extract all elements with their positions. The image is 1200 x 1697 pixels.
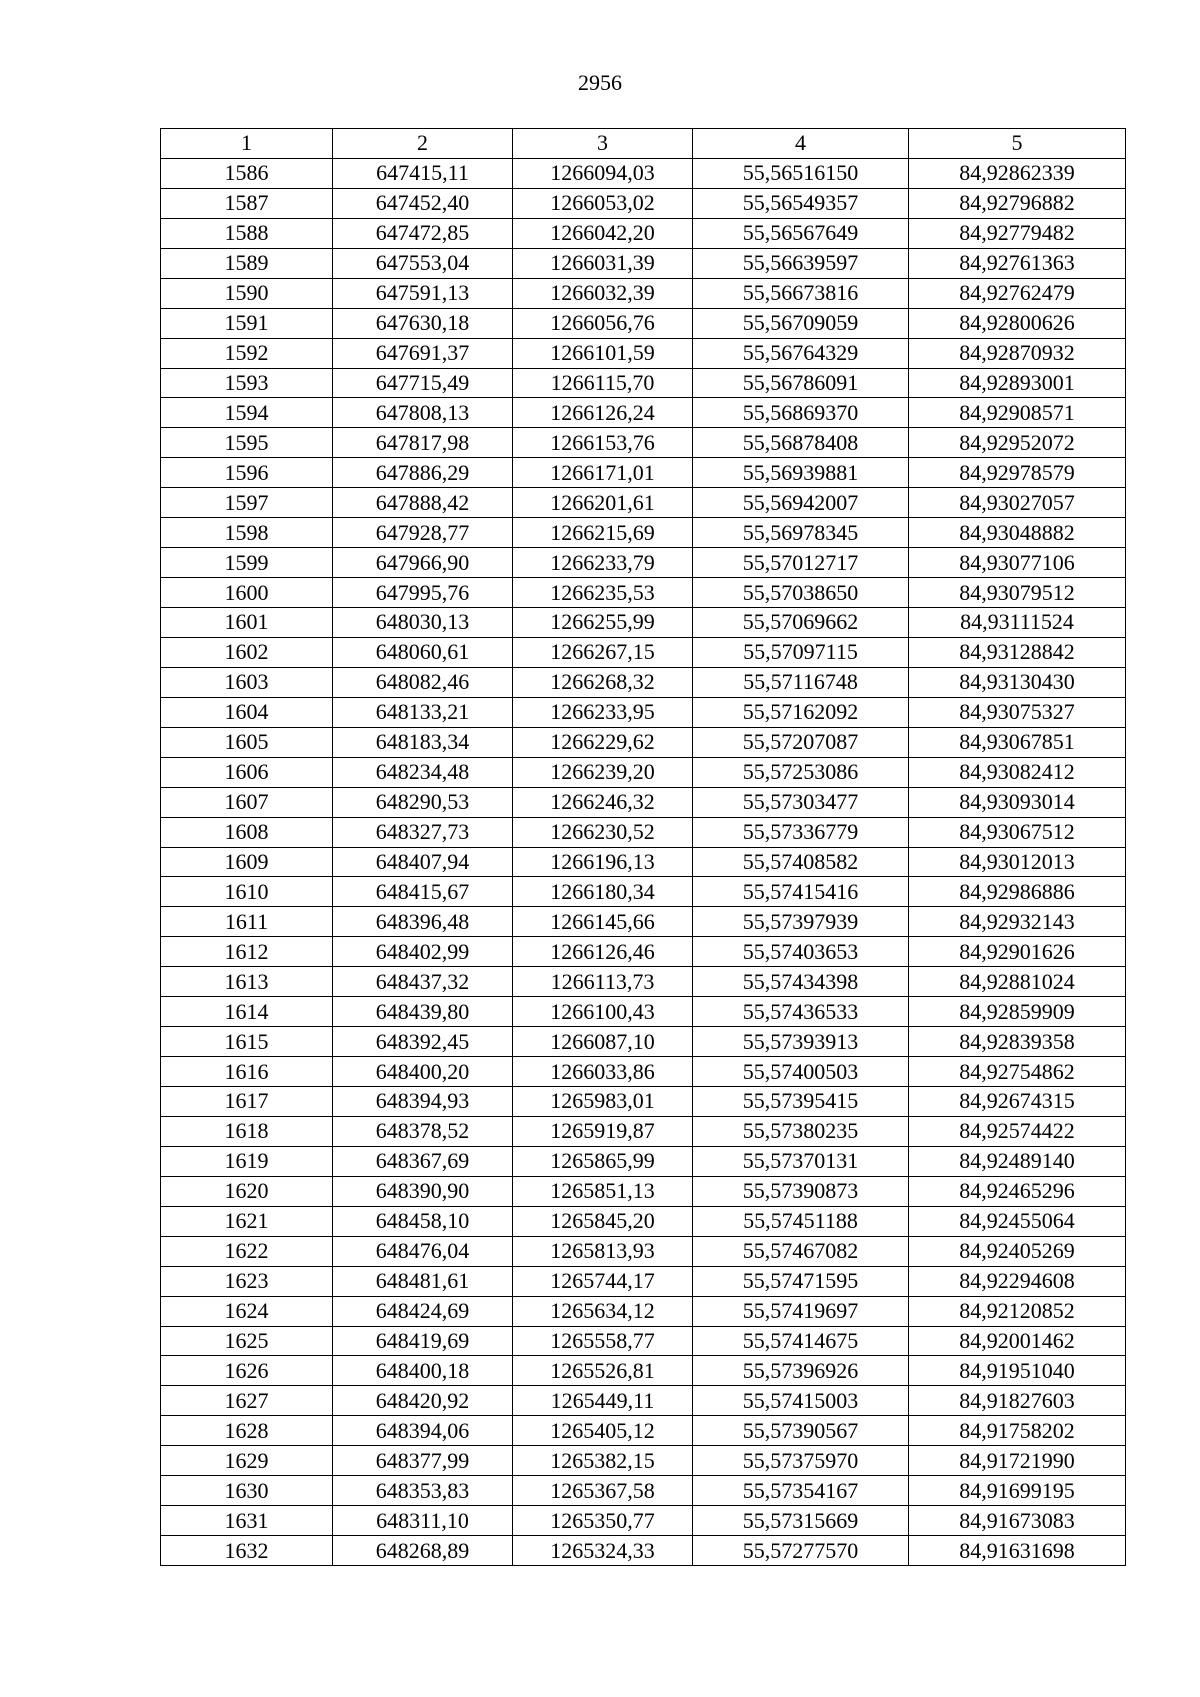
table-row [161, 757, 1126, 787]
latitude-cell: 55,57375970 [693, 1446, 909, 1476]
y-coordinate-cell: 1266268,32 [513, 667, 693, 697]
y-coordinate-cell: 1265813,93 [513, 1236, 693, 1266]
table-row [161, 1027, 1126, 1057]
point-number-cell: 1595 [161, 428, 333, 458]
point-number-cell: 1616 [161, 1057, 333, 1087]
x-coordinate-cell: 648290,53 [333, 787, 513, 817]
longitude-cell: 84,93075327 [909, 697, 1126, 727]
point-number-cell: 1607 [161, 787, 333, 817]
table-row [161, 1266, 1126, 1296]
point-number-cell: 1626 [161, 1356, 333, 1386]
table-row [161, 518, 1126, 548]
y-coordinate-cell: 1266267,15 [513, 637, 693, 667]
y-coordinate-cell: 1265405,12 [513, 1416, 693, 1446]
point-number-cell: 1620 [161, 1176, 333, 1206]
latitude-cell: 55,57097115 [693, 637, 909, 667]
x-coordinate-cell: 648392,45 [333, 1027, 513, 1057]
x-coordinate-cell: 648424,69 [333, 1296, 513, 1326]
y-coordinate-cell: 1266126,46 [513, 937, 693, 967]
x-coordinate-cell: 648234,48 [333, 757, 513, 787]
x-coordinate-cell: 647966,90 [333, 548, 513, 578]
y-coordinate-cell: 1266101,59 [513, 338, 693, 368]
table-row [161, 1057, 1126, 1087]
longitude-cell: 84,93130430 [909, 667, 1126, 697]
x-coordinate-cell: 647817,98 [333, 428, 513, 458]
longitude-cell: 84,92908571 [909, 398, 1126, 428]
y-coordinate-cell: 1266229,62 [513, 727, 693, 757]
x-coordinate-cell: 648402,99 [333, 937, 513, 967]
table-row [161, 697, 1126, 727]
y-coordinate-cell: 1265919,87 [513, 1116, 693, 1146]
latitude-cell: 55,56709059 [693, 308, 909, 338]
x-coordinate-cell: 648353,83 [333, 1476, 513, 1506]
longitude-cell: 84,93111524 [909, 608, 1126, 638]
y-coordinate-cell: 1266196,13 [513, 847, 693, 877]
y-coordinate-cell: 1266153,76 [513, 428, 693, 458]
y-coordinate-cell: 1265449,11 [513, 1386, 693, 1416]
point-number-cell: 1606 [161, 757, 333, 787]
y-coordinate-cell: 1266032,39 [513, 278, 693, 308]
x-coordinate-cell: 647553,04 [333, 248, 513, 278]
latitude-cell: 55,56639597 [693, 248, 909, 278]
y-coordinate-cell: 1266056,76 [513, 308, 693, 338]
latitude-cell: 55,57303477 [693, 787, 909, 817]
x-coordinate-cell: 648458,10 [333, 1206, 513, 1236]
longitude-cell: 84,91631698 [909, 1536, 1126, 1566]
longitude-cell: 84,92455064 [909, 1206, 1126, 1236]
latitude-cell: 55,57069662 [693, 608, 909, 638]
point-number-cell: 1612 [161, 937, 333, 967]
column-header-4: 4 [693, 129, 909, 159]
point-number-cell: 1621 [161, 1206, 333, 1236]
table-row [161, 1087, 1126, 1117]
point-number-cell: 1632 [161, 1536, 333, 1566]
x-coordinate-cell: 647888,42 [333, 488, 513, 518]
column-header-2: 2 [333, 129, 513, 159]
latitude-cell: 55,57471595 [693, 1266, 909, 1296]
table-row [161, 1416, 1126, 1446]
table-row [161, 937, 1126, 967]
x-coordinate-cell: 647928,77 [333, 518, 513, 548]
longitude-cell: 84,92754862 [909, 1057, 1126, 1087]
y-coordinate-cell: 1265865,99 [513, 1146, 693, 1176]
table-row [161, 1116, 1126, 1146]
longitude-cell: 84,92932143 [909, 907, 1126, 937]
y-coordinate-cell: 1266031,39 [513, 248, 693, 278]
point-number-cell: 1611 [161, 907, 333, 937]
y-coordinate-cell: 1266145,66 [513, 907, 693, 937]
table-row [161, 578, 1126, 608]
latitude-cell: 55,57207087 [693, 727, 909, 757]
longitude-cell: 84,91673083 [909, 1506, 1126, 1536]
table-row [161, 248, 1126, 278]
latitude-cell: 55,57253086 [693, 757, 909, 787]
latitude-cell: 55,56878408 [693, 428, 909, 458]
latitude-cell: 55,57397939 [693, 907, 909, 937]
table-row [161, 1506, 1126, 1536]
point-number-cell: 1600 [161, 578, 333, 608]
longitude-cell: 84,92978579 [909, 458, 1126, 488]
longitude-cell: 84,92901626 [909, 937, 1126, 967]
y-coordinate-cell: 1266171,01 [513, 458, 693, 488]
latitude-cell: 55,57354167 [693, 1476, 909, 1506]
longitude-cell: 84,93079512 [909, 578, 1126, 608]
table-row [161, 907, 1126, 937]
latitude-cell: 55,56567649 [693, 218, 909, 248]
x-coordinate-cell: 647415,11 [333, 158, 513, 188]
latitude-cell: 55,57400503 [693, 1057, 909, 1087]
point-number-cell: 1593 [161, 368, 333, 398]
y-coordinate-cell: 1266246,32 [513, 787, 693, 817]
x-coordinate-cell: 648420,92 [333, 1386, 513, 1416]
point-number-cell: 1605 [161, 727, 333, 757]
table-row [161, 1296, 1126, 1326]
y-coordinate-cell: 1265367,58 [513, 1476, 693, 1506]
x-coordinate-cell: 648400,18 [333, 1356, 513, 1386]
x-coordinate-cell: 647808,13 [333, 398, 513, 428]
y-coordinate-cell: 1266235,53 [513, 578, 693, 608]
latitude-cell: 55,57403653 [693, 937, 909, 967]
latitude-cell: 55,57038650 [693, 578, 909, 608]
longitude-cell: 84,92120852 [909, 1296, 1126, 1326]
longitude-cell: 84,92761363 [909, 248, 1126, 278]
longitude-cell: 84,92952072 [909, 428, 1126, 458]
point-number-cell: 1628 [161, 1416, 333, 1446]
longitude-cell: 84,92870932 [909, 338, 1126, 368]
longitude-cell: 84,91758202 [909, 1416, 1126, 1446]
table-row [161, 398, 1126, 428]
x-coordinate-cell: 648394,06 [333, 1416, 513, 1446]
y-coordinate-cell: 1266100,43 [513, 997, 693, 1027]
longitude-cell: 84,93012013 [909, 847, 1126, 877]
longitude-cell: 84,92674315 [909, 1087, 1126, 1117]
latitude-cell: 55,57467082 [693, 1236, 909, 1266]
point-number-cell: 1599 [161, 548, 333, 578]
latitude-cell: 55,57451188 [693, 1206, 909, 1236]
column-header-1: 1 [161, 129, 333, 159]
point-number-cell: 1591 [161, 308, 333, 338]
x-coordinate-cell: 648268,89 [333, 1536, 513, 1566]
table-row [161, 308, 1126, 338]
x-coordinate-cell: 648439,80 [333, 997, 513, 1027]
x-coordinate-cell: 647995,76 [333, 578, 513, 608]
latitude-cell: 55,57336779 [693, 817, 909, 847]
point-number-cell: 1631 [161, 1506, 333, 1536]
latitude-cell: 55,57419697 [693, 1296, 909, 1326]
table-row [161, 1476, 1126, 1506]
longitude-cell: 84,92574422 [909, 1116, 1126, 1146]
longitude-cell: 84,93093014 [909, 787, 1126, 817]
point-number-cell: 1625 [161, 1326, 333, 1356]
point-number-cell: 1587 [161, 188, 333, 218]
header-row [161, 129, 1126, 159]
latitude-cell: 55,57434398 [693, 967, 909, 997]
x-coordinate-cell: 647630,18 [333, 308, 513, 338]
y-coordinate-cell: 1266042,20 [513, 218, 693, 248]
y-coordinate-cell: 1265983,01 [513, 1087, 693, 1117]
point-number-cell: 1623 [161, 1266, 333, 1296]
latitude-cell: 55,57393913 [693, 1027, 909, 1057]
latitude-cell: 55,56942007 [693, 488, 909, 518]
latitude-cell: 55,57380235 [693, 1116, 909, 1146]
table-row [161, 967, 1126, 997]
y-coordinate-cell: 1266126,24 [513, 398, 693, 428]
y-coordinate-cell: 1266239,20 [513, 757, 693, 787]
point-number-cell: 1613 [161, 967, 333, 997]
longitude-cell: 84,92881024 [909, 967, 1126, 997]
y-coordinate-cell: 1266233,95 [513, 697, 693, 727]
y-coordinate-cell: 1265634,12 [513, 1296, 693, 1326]
point-number-cell: 1619 [161, 1146, 333, 1176]
y-coordinate-cell: 1265744,17 [513, 1266, 693, 1296]
table-row [161, 1236, 1126, 1266]
y-coordinate-cell: 1266053,02 [513, 188, 693, 218]
latitude-cell: 55,56764329 [693, 338, 909, 368]
longitude-cell: 84,91699195 [909, 1476, 1126, 1506]
longitude-cell: 84,93067851 [909, 727, 1126, 757]
y-coordinate-cell: 1265845,20 [513, 1206, 693, 1236]
x-coordinate-cell: 647452,40 [333, 188, 513, 218]
point-number-cell: 1609 [161, 847, 333, 877]
longitude-cell: 84,91951040 [909, 1356, 1126, 1386]
x-coordinate-cell: 648183,34 [333, 727, 513, 757]
x-coordinate-cell: 648377,99 [333, 1446, 513, 1476]
y-coordinate-cell: 1266115,70 [513, 368, 693, 398]
point-number-cell: 1603 [161, 667, 333, 697]
point-number-cell: 1586 [161, 158, 333, 188]
longitude-cell: 84,93048882 [909, 518, 1126, 548]
table-row [161, 1386, 1126, 1416]
table-row [161, 787, 1126, 817]
x-coordinate-cell: 647886,29 [333, 458, 513, 488]
point-number-cell: 1608 [161, 817, 333, 847]
longitude-cell: 84,91721990 [909, 1446, 1126, 1476]
longitude-cell: 84,92839358 [909, 1027, 1126, 1057]
point-number-cell: 1618 [161, 1116, 333, 1146]
latitude-cell: 55,56978345 [693, 518, 909, 548]
point-number-cell: 1590 [161, 278, 333, 308]
latitude-cell: 55,57415003 [693, 1386, 909, 1416]
x-coordinate-cell: 648407,94 [333, 847, 513, 877]
y-coordinate-cell: 1266094,03 [513, 158, 693, 188]
x-coordinate-cell: 648415,67 [333, 877, 513, 907]
y-coordinate-cell: 1265350,77 [513, 1506, 693, 1536]
table-row [161, 548, 1126, 578]
x-coordinate-cell: 647591,13 [333, 278, 513, 308]
table-row [161, 188, 1126, 218]
latitude-cell: 55,56673816 [693, 278, 909, 308]
y-coordinate-cell: 1266201,61 [513, 488, 693, 518]
longitude-cell: 84,91827603 [909, 1386, 1126, 1416]
table-row [161, 338, 1126, 368]
x-coordinate-cell: 648481,61 [333, 1266, 513, 1296]
longitude-cell: 84,92862339 [909, 158, 1126, 188]
y-coordinate-cell: 1266033,86 [513, 1057, 693, 1087]
table-row [161, 278, 1126, 308]
table-row [161, 727, 1126, 757]
y-coordinate-cell: 1265382,15 [513, 1446, 693, 1476]
x-coordinate-cell: 648378,52 [333, 1116, 513, 1146]
point-number-cell: 1629 [161, 1446, 333, 1476]
longitude-cell: 84,92465296 [909, 1176, 1126, 1206]
latitude-cell: 55,57395415 [693, 1087, 909, 1117]
x-coordinate-cell: 648030,13 [333, 608, 513, 638]
table-row [161, 1176, 1126, 1206]
latitude-cell: 55,57162092 [693, 697, 909, 727]
latitude-cell: 55,57370131 [693, 1146, 909, 1176]
latitude-cell: 55,57396926 [693, 1356, 909, 1386]
table-row [161, 458, 1126, 488]
point-number-cell: 1588 [161, 218, 333, 248]
y-coordinate-cell: 1266230,52 [513, 817, 693, 847]
x-coordinate-cell: 648437,32 [333, 967, 513, 997]
longitude-cell: 84,93128842 [909, 637, 1126, 667]
longitude-cell: 84,92893001 [909, 368, 1126, 398]
y-coordinate-cell: 1266233,79 [513, 548, 693, 578]
table-row [161, 847, 1126, 877]
x-coordinate-cell: 648060,61 [333, 637, 513, 667]
latitude-cell: 55,57408582 [693, 847, 909, 877]
column-header-3: 3 [513, 129, 693, 159]
table-row [161, 1356, 1126, 1386]
table-row [161, 158, 1126, 188]
longitude-cell: 84,92294608 [909, 1266, 1126, 1296]
x-coordinate-cell: 647472,85 [333, 218, 513, 248]
x-coordinate-cell: 648476,04 [333, 1236, 513, 1266]
table-body [161, 158, 1126, 1565]
point-number-cell: 1596 [161, 458, 333, 488]
x-coordinate-cell: 648367,69 [333, 1146, 513, 1176]
longitude-cell: 84,92762479 [909, 278, 1126, 308]
point-number-cell: 1604 [161, 697, 333, 727]
x-coordinate-cell: 648311,10 [333, 1506, 513, 1536]
point-number-cell: 1617 [161, 1087, 333, 1117]
x-coordinate-cell: 648082,46 [333, 667, 513, 697]
latitude-cell: 55,57315669 [693, 1506, 909, 1536]
table-row [161, 218, 1126, 248]
point-number-cell: 1614 [161, 997, 333, 1027]
latitude-cell: 55,57390567 [693, 1416, 909, 1446]
longitude-cell: 84,92001462 [909, 1326, 1126, 1356]
point-number-cell: 1630 [161, 1476, 333, 1506]
point-number-cell: 1622 [161, 1236, 333, 1266]
x-coordinate-cell: 648400,20 [333, 1057, 513, 1087]
latitude-cell: 55,57116748 [693, 667, 909, 697]
table-row [161, 488, 1126, 518]
table-row [161, 997, 1126, 1027]
longitude-cell: 84,92405269 [909, 1236, 1126, 1266]
y-coordinate-cell: 1266255,99 [513, 608, 693, 638]
y-coordinate-cell: 1265851,13 [513, 1176, 693, 1206]
x-coordinate-cell: 648390,90 [333, 1176, 513, 1206]
y-coordinate-cell: 1266180,34 [513, 877, 693, 907]
y-coordinate-cell: 1266087,10 [513, 1027, 693, 1057]
y-coordinate-cell: 1266215,69 [513, 518, 693, 548]
x-coordinate-cell: 648394,93 [333, 1087, 513, 1117]
table-row [161, 667, 1126, 697]
table-row [161, 1326, 1126, 1356]
latitude-cell: 55,56549357 [693, 188, 909, 218]
point-number-cell: 1624 [161, 1296, 333, 1326]
longitude-cell: 84,92779482 [909, 218, 1126, 248]
column-header-5: 5 [909, 129, 1126, 159]
x-coordinate-cell: 647715,49 [333, 368, 513, 398]
y-coordinate-cell: 1265558,77 [513, 1326, 693, 1356]
point-number-cell: 1627 [161, 1386, 333, 1416]
table-row [161, 817, 1126, 847]
point-number-cell: 1615 [161, 1027, 333, 1057]
latitude-cell: 55,57390873 [693, 1176, 909, 1206]
table-row [161, 428, 1126, 458]
latitude-cell: 55,56786091 [693, 368, 909, 398]
table-row [161, 637, 1126, 667]
table-row [161, 608, 1126, 638]
longitude-cell: 84,93077106 [909, 548, 1126, 578]
latitude-cell: 55,57012717 [693, 548, 909, 578]
page-number: 2956 [578, 70, 622, 95]
latitude-cell: 55,57414675 [693, 1326, 909, 1356]
point-number-cell: 1610 [161, 877, 333, 907]
x-coordinate-cell: 648396,48 [333, 907, 513, 937]
point-number-cell: 1597 [161, 488, 333, 518]
latitude-cell: 55,57436533 [693, 997, 909, 1027]
point-number-cell: 1592 [161, 338, 333, 368]
point-number-cell: 1602 [161, 637, 333, 667]
longitude-cell: 84,93067512 [909, 817, 1126, 847]
point-number-cell: 1594 [161, 398, 333, 428]
latitude-cell: 55,57277570 [693, 1536, 909, 1566]
coordinates-table [160, 128, 1126, 1566]
longitude-cell: 84,92796882 [909, 188, 1126, 218]
x-coordinate-cell: 648133,21 [333, 697, 513, 727]
table-row [161, 1146, 1126, 1176]
longitude-cell: 84,92859909 [909, 997, 1126, 1027]
y-coordinate-cell: 1265526,81 [513, 1356, 693, 1386]
latitude-cell: 55,56869370 [693, 398, 909, 428]
table-row [161, 1446, 1126, 1476]
latitude-cell: 55,57415416 [693, 877, 909, 907]
longitude-cell: 84,92986886 [909, 877, 1126, 907]
latitude-cell: 55,56516150 [693, 158, 909, 188]
longitude-cell: 84,93027057 [909, 488, 1126, 518]
longitude-cell: 84,92489140 [909, 1146, 1126, 1176]
y-coordinate-cell: 1266113,73 [513, 967, 693, 997]
table-row [161, 1536, 1126, 1566]
table-row [161, 877, 1126, 907]
point-number-cell: 1589 [161, 248, 333, 278]
latitude-cell: 55,56939881 [693, 458, 909, 488]
x-coordinate-cell: 647691,37 [333, 338, 513, 368]
y-coordinate-cell: 1265324,33 [513, 1536, 693, 1566]
table-row [161, 1206, 1126, 1236]
x-coordinate-cell: 648327,73 [333, 817, 513, 847]
x-coordinate-cell: 648419,69 [333, 1326, 513, 1356]
point-number-cell: 1601 [161, 608, 333, 638]
table-row [161, 368, 1126, 398]
longitude-cell: 84,92800626 [909, 308, 1126, 338]
longitude-cell: 84,93082412 [909, 757, 1126, 787]
point-number-cell: 1598 [161, 518, 333, 548]
